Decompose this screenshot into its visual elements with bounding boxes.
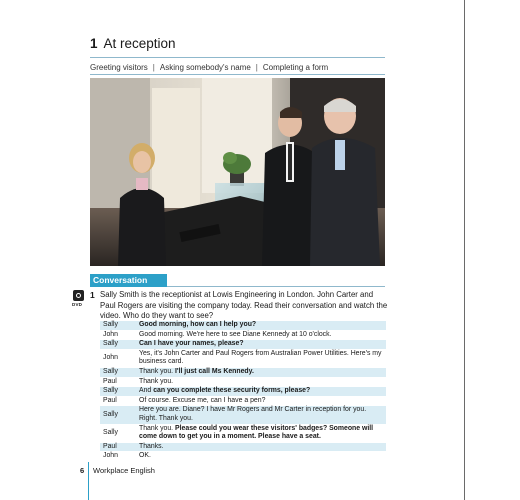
reception-photo-illustration — [90, 78, 385, 266]
dialogue-table — [100, 321, 386, 462]
line-text: Yes, it's John Carter and Paul Rogers from Australian Power Utilities. Here's my business card. — [139, 349, 382, 366]
dialogue-line — [136, 349, 386, 367]
line-text: Thank you. — [139, 377, 174, 385]
speaker-name: John — [103, 354, 118, 362]
dialogue-line — [136, 387, 386, 397]
dialogue-line — [136, 442, 386, 452]
speaker-name: Sally — [103, 367, 118, 375]
dvd-label: DVD — [72, 302, 83, 307]
dialogue-line — [136, 452, 386, 462]
subtopic: Asking somebody's name — [159, 63, 251, 72]
task-instructions: Sally Smith is the receptionist at Lowis Engineering in London. John Carter and Paul Rogers are visiting the company today. Read their conversation and watch the video. Who do they want to see? — [100, 290, 388, 320]
dialogue-row — [100, 387, 386, 397]
line-text: Here you are. Diane? I have Mr Rogers and Mr Carter in reception for you. Right. Thank you. — [139, 406, 367, 422]
dialogue-row — [100, 406, 386, 424]
dialogue-row — [100, 452, 386, 462]
dialogue-line — [136, 340, 386, 350]
subtopic: Greeting visitors — [90, 63, 148, 72]
speaker-name: Sally — [103, 321, 118, 328]
section-rule — [167, 286, 385, 287]
dialogue-line — [136, 321, 386, 330]
page-edge — [464, 0, 465, 500]
line-bold-text: Please could you wear these visitors' badges? Someone will come down to get you in a moment. Please have a seat. — [139, 424, 374, 441]
dialogue-row — [100, 442, 386, 452]
dialogue-row — [100, 349, 386, 367]
dialogue-row — [100, 330, 386, 340]
reception-photo — [90, 78, 385, 266]
speaker-name: Paul — [103, 396, 117, 404]
page-number: 6 — [80, 466, 85, 475]
dialogue-row — [100, 377, 386, 387]
title-rule — [90, 57, 385, 58]
line-plain-text: Thank you. — [139, 367, 176, 375]
line-text: OK. — [139, 452, 151, 460]
dialogue-row — [100, 321, 386, 330]
line-text: Can I have your names, please? — [139, 340, 244, 348]
speaker-name: Paul — [103, 377, 117, 385]
speaker-name: John — [103, 330, 118, 338]
dialogue-row — [100, 424, 386, 442]
line-bold-text: can you complete these security forms, please? — [153, 387, 311, 395]
dialogue-row — [100, 367, 386, 377]
speaker-name: Sally — [103, 410, 118, 418]
line-plain-text: Thank you. — [139, 424, 176, 432]
speaker-name: Paul — [103, 442, 117, 450]
chapter-title-text: At reception — [103, 36, 176, 51]
line-text: Of course. Excuse me, can I have a pen? — [139, 396, 266, 404]
dialogue-line — [136, 330, 386, 340]
line-text: Thanks. — [139, 442, 164, 450]
footer-bar — [88, 462, 89, 500]
line-bold-text: I'll just call Ms Kennedy. — [175, 367, 254, 375]
dialogue-line — [136, 424, 386, 442]
speaker-name: Sally — [103, 387, 118, 395]
dialogue-line — [136, 396, 386, 406]
speaker-name: Sally — [103, 428, 118, 436]
dialogue-line — [136, 377, 386, 387]
task-number: 1 — [90, 290, 95, 300]
dialogue-row — [100, 340, 386, 350]
speaker-name: Sally — [103, 340, 118, 348]
line-plain-text: And — [139, 387, 154, 395]
speaker-name: John — [103, 452, 118, 460]
dialogue-row — [100, 396, 386, 406]
line-text: Good morning, how can I help you? — [139, 321, 257, 328]
chapter-number: 1 — [90, 36, 98, 51]
subtopics-rule — [90, 74, 385, 75]
subtopic: Completing a form — [262, 63, 329, 72]
section-header: Conversation — [90, 274, 167, 287]
book-title: Workplace English — [93, 466, 155, 475]
dialogue-line — [136, 367, 386, 377]
separator: | — [255, 63, 258, 72]
dialogue-line — [136, 406, 386, 424]
subtopics — [90, 63, 328, 72]
chapter-title — [90, 36, 176, 51]
separator: | — [152, 63, 155, 72]
dvd-icon — [73, 290, 84, 301]
line-text: Good morning. We're here to see Diane Kennedy at 10 o'clock. — [139, 330, 332, 338]
